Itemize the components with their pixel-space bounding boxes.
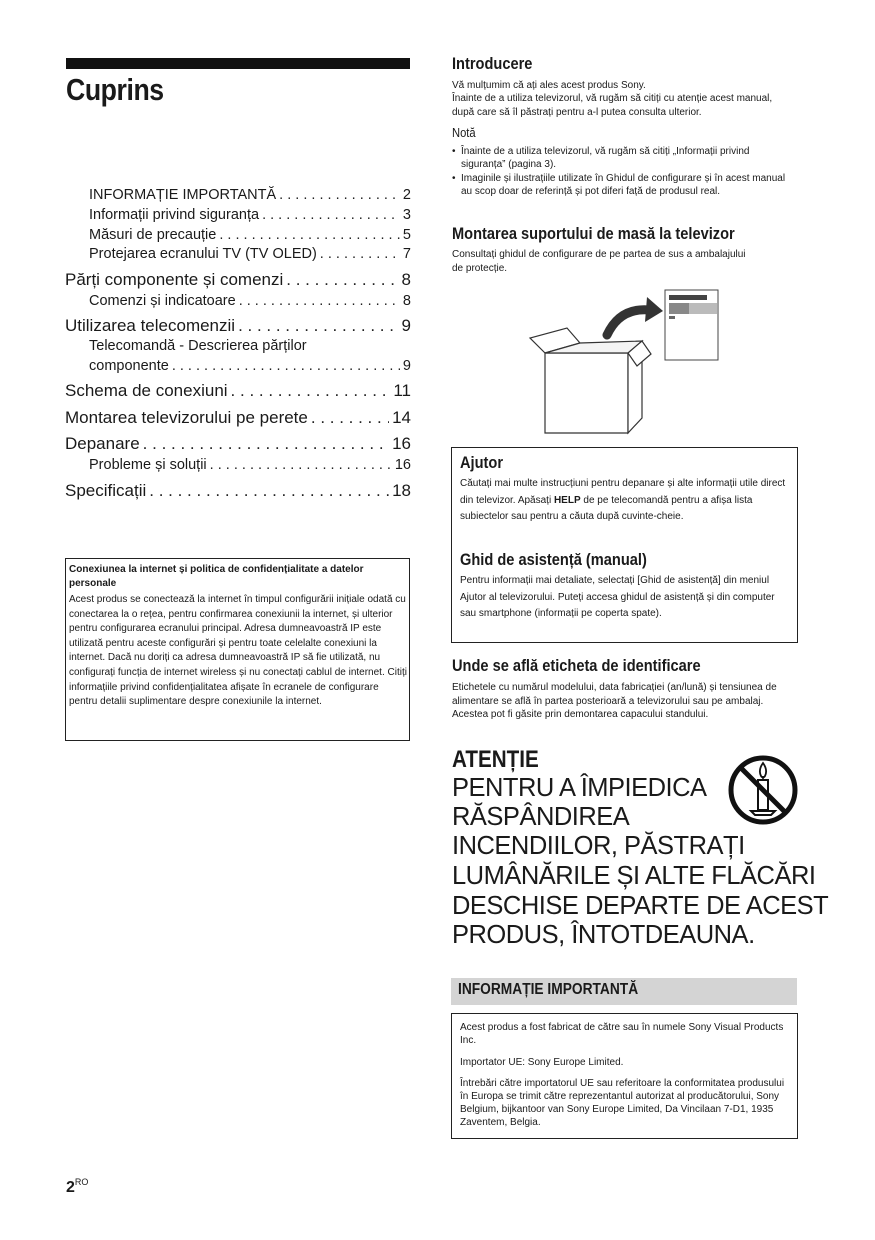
toc-entry-specifications[interactable]: Specificații . . . 18	[0, 481, 411, 501]
toc-entry-wall-mount[interactable]: Montarea televizorului pe perete . . . 14	[0, 408, 411, 428]
arrow-icon	[607, 310, 650, 335]
privacy-notice-box	[65, 558, 410, 741]
important-info-header: INFORMAȚIE IMPORTANTĂ	[451, 978, 797, 1005]
guide-body: Pentru informații mai detaliate, selectați [Ghid de asistență] din meniul Ajutor al televizorului. Puteți accesa ghidul de asistență și din computer sau smartphone (informații pe coperta spate).	[460, 575, 775, 619]
privacy-heading: Conexiunea la internet și politica de confidențialitate a datelor personale	[69, 564, 364, 589]
label-body: Etichetele cu numărul modelului, data fabricației (an/lună) și tensiunea de alimentare se află în partea posterioară a televizorului sau pe ambalaj. Acestea pot fi găsite prin demontarea capacului standului.	[452, 682, 777, 720]
toc-entry-troubleshooting[interactable]: Depanare . . . 16	[0, 434, 411, 454]
toc-entry-safety-info[interactable]: Informații privind siguranța . . . 3	[0, 207, 411, 223]
toc-entry-parts-controls[interactable]: Părți componente și comenzi . . . 8	[0, 270, 411, 290]
stand-heading: Montarea suportului de masă la televizor	[452, 224, 735, 243]
important-info-importer: Importator UE: Sony Europe Limited.	[460, 1057, 624, 1068]
note-heading: Notă	[452, 125, 476, 140]
page-title: Cuprins	[66, 72, 164, 107]
important-info-box	[451, 1013, 798, 1139]
carton-box	[545, 353, 628, 433]
no-open-flame-icon	[727, 754, 799, 826]
setup-guide-box-illustration	[525, 285, 725, 435]
help-key: HELP	[553, 494, 581, 506]
help-box	[451, 447, 798, 643]
privacy-body: Acest produs se conectează la internet în timpul configurării inițiale odată cu conectarea la o rețea, pentru confirmarea conexiunii la internet, și ulterior pentru configurarea ecranului principal. Adresa dumneavoastră IP este utilizată pentru aceste configurări și pentru toate celelalte conexiuni la internet. Dacă nu doriți ca adresa dumneavoastră IP să fie utilizată, nu configurați funcția de internet wireless și nu conectați cablul de internet. Citiți informațiile privind confidențialitatea afișate în ecranele de configurare pentru detalii suplimentare despre conexiunile la internet.	[69, 594, 407, 708]
toc-entry-important-info[interactable]: INFORMAȚIE IMPORTANTĂ . . . 2	[0, 187, 411, 203]
intro-line2: Înainte de a utiliza televizorul, vă rugăm să citiți cu atenție acest manual, după care să îl păstrați pentru a-l putea consulta ulterior.	[452, 93, 773, 118]
stand-body: Consultați ghidul de configurare de pe partea de sus a ambalajului de protecție.	[452, 249, 746, 274]
toc-entry-connection-diagram[interactable]: Schema de conexiuni . . . 11	[0, 381, 411, 401]
help-heading: Ajutor	[460, 453, 504, 472]
toc-entry-remote-parts-line2[interactable]: componente . . . 9	[0, 358, 411, 374]
label-heading: Unde se află eticheta de identificare	[452, 656, 701, 675]
toc-entry-problems-solutions[interactable]: Probleme și soluții . . . 16	[0, 457, 411, 473]
toc-entry-controls-indicators[interactable]: Comenzi și indicatoare . . . 8	[0, 293, 411, 309]
intro-heading: Introducere	[452, 54, 533, 73]
note-bullet-1: • Înainte de a utiliza televizorul, vă rugăm să citiți „Informații privind siguranța” (pagina 3).	[452, 145, 792, 171]
intro-line1: Vă mulțumim că ați ales acest produs Sony.	[452, 80, 646, 91]
note-bullet-2: • Imaginile și ilustrațiile utilizate în Ghidul de configurare și în acest manual au scop doar de referință și pot diferi față de produsul real.	[452, 172, 792, 198]
important-info-manufacturer: Acest produs a fost fabricat de către sau în numele Sony Visual Products Inc.	[460, 1022, 784, 1046]
page-number: $2^{RO}$	[66, 1177, 89, 1196]
toc-entry-precautions[interactable]: Măsuri de precauție . . . 5	[0, 227, 411, 243]
help-body: Căutați mai multe instrucțiuni pentru depanare și alte informații utile direct din televizor. Apăsați HELP de pe telecomandă pentru a afișa lista subiectelor sau pentru a căuta după cuvinte-cheie.	[460, 478, 786, 522]
warning-heading: ATENȚIE	[452, 746, 539, 773]
important-info-contact: Întrebări către importatorul UE sau referitoare la conformitatea produsului în Europa se trimit către reprezentantul autorizat al producătorului, Sony Belgium, bijkantoor van Sony Europe Limited, Da Vincilaan 7-D1, 1935 Zaventem, Belgia.	[460, 1078, 785, 1128]
page-language: RO	[74, 1177, 89, 1187]
toc-entry-oled-protection[interactable]: Protejarea ecranului TV (TV OLED) . . . 7	[0, 246, 411, 262]
toc-entry-remote-parts-line1[interactable]: Telecomandă - Descrierea părților	[89, 338, 307, 354]
setup-guide-sheet	[665, 290, 718, 360]
guide-heading: Ghid de asistență (manual)	[460, 550, 647, 569]
toc-entry-remote-use[interactable]: Utilizarea telecomenzii . . . 9	[0, 316, 411, 336]
title-rule	[66, 58, 410, 69]
